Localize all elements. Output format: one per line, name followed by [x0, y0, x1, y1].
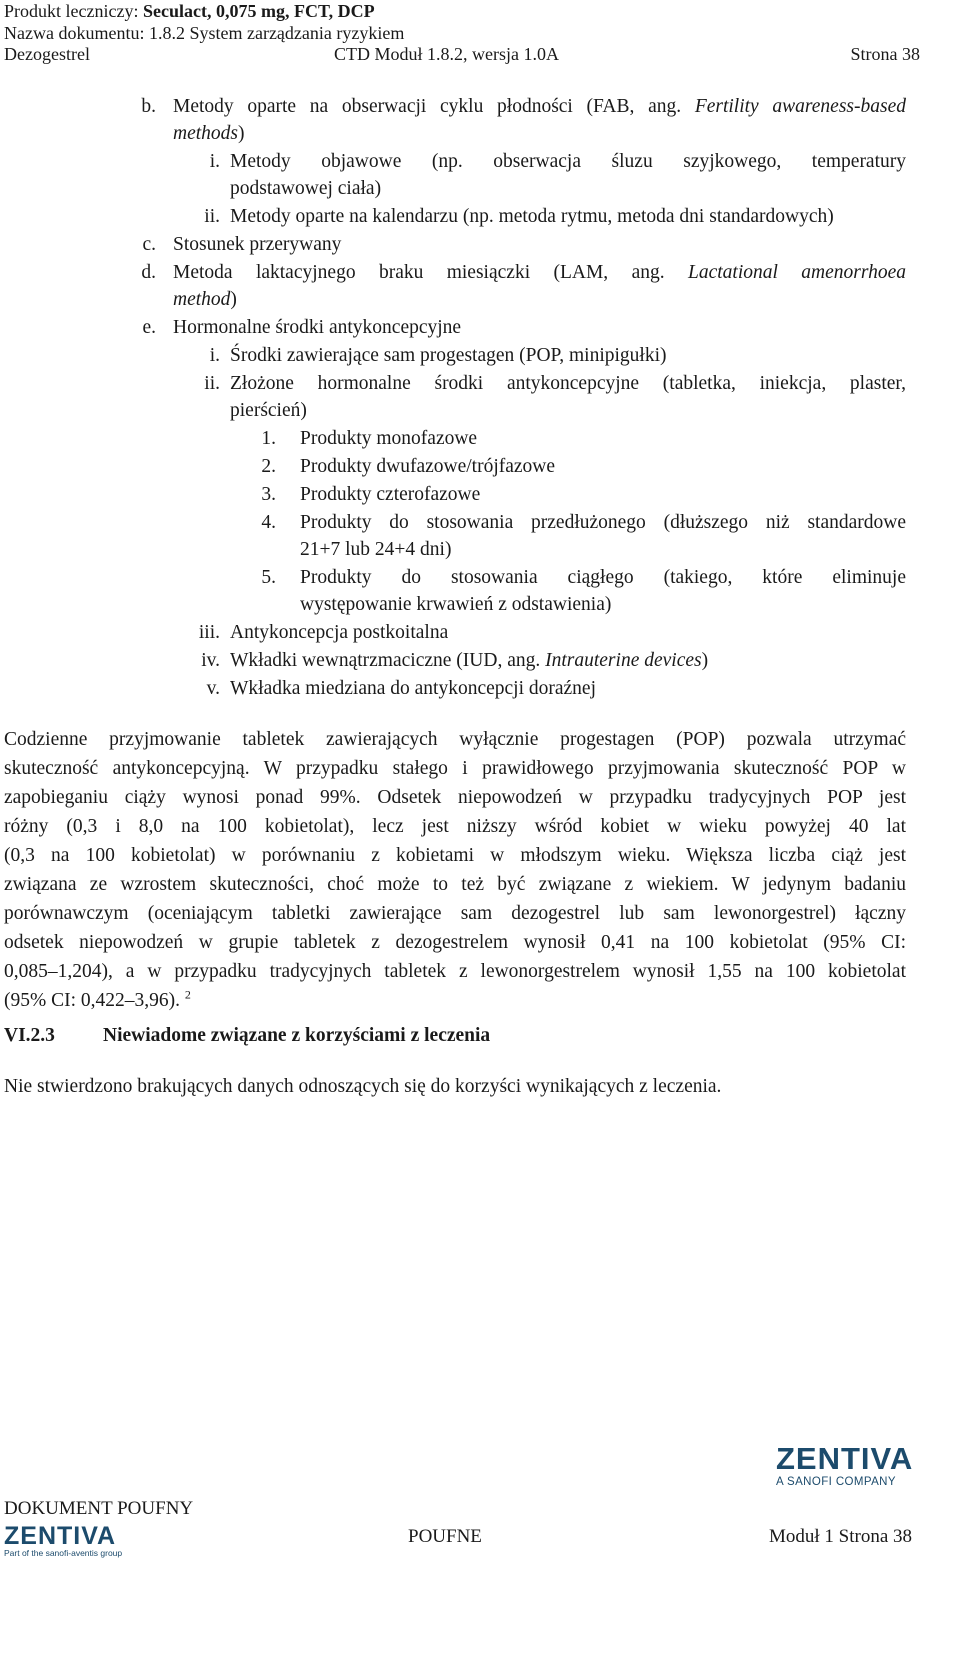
footer-confidentiality: POUFNE	[408, 1526, 482, 1547]
list-item-text	[230, 648, 708, 674]
italic-run: Intrauterine devices	[545, 650, 702, 671]
list-marker: ii.	[204, 206, 220, 227]
zentiva-sanofi-logo	[776, 1441, 914, 1493]
text-run: )	[701, 650, 709, 671]
list-marker: 1.	[261, 428, 276, 449]
text-run: )	[230, 289, 237, 310]
paragraph-line: zapobieganiu ciąży wynosi ponad 99%. Odsetek niepowodzeń w przypadku tradycyjnych POP jest	[4, 787, 906, 808]
efficacy-paragraph	[4, 725, 906, 1015]
list-item-text: Produkty dwufazowe/trójfazowe	[300, 456, 556, 477]
text-run: Metody oparte na obserwacji cyklu płodności (FAB, ang.	[173, 96, 695, 117]
paragraph-line: różny (0,3 i 8,0 na 100 kobietolat), lecz jest niższy wśród kobiet w wieku powyżej 40 lat	[4, 816, 906, 837]
header-page-number: Strona 38	[850, 44, 920, 64]
confidential-label: DOKUMENT POUFNY	[4, 1498, 194, 1519]
list-item-text: Metody objawowe (np. obserwacja śluzu szyjkowego, temperatury	[230, 151, 906, 172]
list-marker: c.	[142, 234, 156, 255]
list-item-continuation: 21+7 lub 24+4 dni)	[300, 539, 452, 560]
list-marker: d.	[141, 262, 156, 283]
list-item-text: Produkty do stosowania przedłużonego (dłuższego niż standardowe	[300, 512, 906, 533]
section-heading: Niewiadome związane z korzyściami z leczenia	[103, 1025, 491, 1046]
list-item-text: Stosunek przerywany	[173, 234, 342, 255]
list-item-text: Produkty do stosowania ciągłego (takiego, które eliminuje	[300, 567, 906, 588]
text-run: Metoda laktacyjnego braku miesiączki (LAM, ang.	[173, 262, 688, 283]
section-number: VI.2.3	[4, 1025, 55, 1046]
list-item-continuation	[173, 287, 237, 313]
paragraph-line: (0,3 na 100 kobietolat) w porównaniu z kobietami w młodszym wieku. Większa liczba ciąż jest	[4, 845, 906, 866]
list-marker: v.	[206, 678, 220, 699]
list-item-text: Antykoncepcja postkoitalna	[230, 622, 449, 643]
list-item-text: Złożone hormonalne środki antykoncepcyjne (tabletka, iniekcja, plaster,	[230, 373, 906, 394]
italic-run: Lactational amenorrhoea	[687, 262, 907, 283]
list-item-continuation	[173, 121, 245, 147]
list-marker: i.	[209, 345, 220, 366]
zentiva-small-logo	[4, 1524, 122, 1558]
list-marker: 4.	[261, 512, 276, 533]
logo-wordmark: ZENTIVA	[776, 1441, 914, 1476]
footer-row	[4, 1522, 912, 1558]
italic-run: Fertility awareness-based	[694, 96, 906, 117]
list-item-continuation: podstawowej ciała)	[230, 178, 382, 199]
italic-run: methods	[173, 123, 238, 144]
list-marker: b.	[141, 96, 156, 117]
text-run: )	[238, 123, 245, 144]
header-product-line	[4, 0, 375, 22]
paragraph-line: odsetek niepowodzeń w grupie tabletek z dezogestrelem wynosił 0,41 na 100 kobietolat (95% CI:	[4, 932, 906, 953]
list-marker: ii.	[204, 373, 220, 394]
header-product-name: Seculact, 0,075 mg, FCT, DCP	[142, 1, 375, 21]
paragraph-line: Codzienne przyjmowanie tabletek zawierających wyłącznie progestagen (POP) pozwala utrzymać	[4, 729, 906, 750]
list-item-continuation: pierścień)	[230, 400, 307, 421]
list-item-text: Środki zawierające sam progestagen (POP, minipigułki)	[230, 345, 667, 366]
header-row	[4, 44, 920, 66]
list-marker: iv.	[201, 650, 220, 671]
list-item-text: Hormonalne środki antykoncepcyjne	[173, 317, 462, 338]
section-paragraph: Nie stwierdzono brakujących danych odnoszących się do korzyści wynikających z leczenia.	[4, 1076, 722, 1097]
small-logo-tagline: Part of the sanofi-aventis group	[4, 1548, 123, 1558]
header-ctd-version: CTD Moduł 1.8.2, wersja 1.0A	[334, 44, 559, 64]
list-item-continuation: występowanie krwawień z odstawienia)	[300, 594, 612, 615]
footnote-reference[interactable]: 2	[184, 987, 191, 1002]
list-marker: 3.	[261, 484, 276, 505]
list-marker: i.	[209, 151, 220, 172]
paragraph-line: 0,085–1,204), a w przypadku tradycyjnych tabletek z lewonorgestrelem wynosił 1,55 na 100 kobietolat	[4, 961, 906, 982]
italic-run: method	[173, 289, 231, 310]
header-substance: Dezogestrel	[4, 44, 90, 64]
list-marker: 2.	[261, 456, 276, 477]
paragraph-line: skuteczność antykoncepcyjną. W przypadku stałego i prawidłowego przyjmowania skuteczność POP w	[4, 758, 906, 779]
logo-tagline: A SANOFI COMPANY	[776, 1476, 896, 1488]
list-item-text: Produkty monofazowe	[300, 428, 478, 449]
small-logo-wordmark: ZENTIVA	[4, 1522, 117, 1550]
text-run: (95% CI: 0,422–3,96).	[4, 990, 181, 1011]
list-marker: 5.	[261, 567, 276, 588]
header-product-prefix: Produkt leczniczy:	[4, 1, 143, 21]
list-item-text	[173, 260, 906, 286]
list-item-text	[173, 94, 906, 120]
paragraph-last-line	[4, 986, 906, 1015]
header-document-name: Nazwa dokumentu: 1.8.2 System zarządzania ryzykiem	[4, 23, 405, 43]
paragraph-line: porównawczym (oceniającym tabletki zawierające sam dezogestrel lub sam lewonorgestrel) łączny	[4, 903, 906, 924]
list-item-text: Metody oparte na kalendarzu (np. metoda rytmu, metoda dni standardowych)	[230, 206, 834, 227]
footer-page-number: Moduł 1 Strona 38	[768, 1526, 912, 1547]
list-item-text: Wkładka miedziana do antykoncepcji doraźnej	[230, 678, 597, 699]
paragraph-line: związana ze wzrostem skuteczności, choć może to też być związane z wiekiem. W jedynym badaniu	[4, 874, 906, 895]
list-item-text: Produkty czterofazowe	[300, 484, 481, 505]
list-marker: iii.	[198, 622, 220, 643]
text-run: Wkładki wewnątrzmaciczne (IUD, ang.	[230, 650, 546, 671]
list-marker: e.	[142, 317, 156, 338]
